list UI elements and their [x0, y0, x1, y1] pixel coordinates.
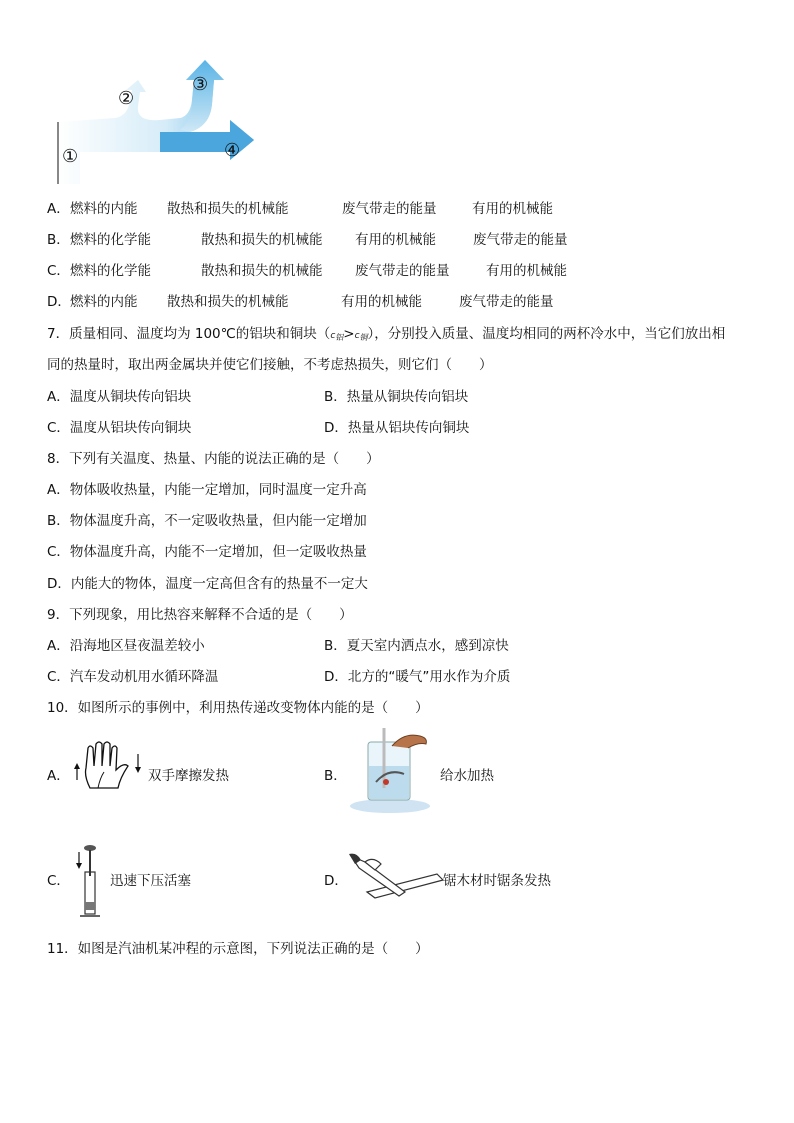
q7-option-c[interactable]: C．温度从铝块传向铜块	[47, 420, 192, 436]
q8-stem: 8．下列有关温度、热量、内能的说法正确的是（ ）	[47, 451, 380, 467]
q6-option-item: 有用的机械能	[341, 294, 422, 310]
q7-stem-line2: 同的热量时，取出两金属块并使它们接触，不考虑热损失，则它们（ ）	[47, 357, 493, 373]
q10-option-a-letter[interactable]: A．	[47, 768, 70, 784]
q9-option-b[interactable]: B．夏天室内洒点水，感到凉快	[324, 638, 509, 654]
q6-option-a[interactable]: A．	[47, 201, 70, 217]
q8-option-a[interactable]: A．物体吸收热量，内能一定增加，同时温度一定升高	[47, 482, 367, 498]
q7-stem-line1: 7．质量相同、温度均为 100℃的铝块和铜块$(c_铝>c_铜)$，分别投入质量、温度均相同的两杯冷水中，当它们放出相	[47, 326, 726, 342]
saw-wood-icon	[345, 852, 445, 900]
energy-label-2: ②	[118, 88, 135, 109]
beaker-heating-icon	[348, 726, 438, 816]
q9-option-a[interactable]: A．沿海地区昼夜温差较小	[47, 638, 205, 654]
q11-stem: 11．如图是汽油机某冲程的示意图，下列说法正确的是（ ）	[47, 941, 429, 957]
q10-option-a-caption: 双手摩擦发热	[148, 768, 229, 784]
q6-option-item: 燃料的化学能	[70, 263, 151, 279]
energy-flow-diagram	[40, 60, 280, 195]
q10-option-b-caption: 给水加热	[440, 768, 494, 784]
energy-label-4: ④	[224, 140, 241, 161]
q6-option-item: 有用的机械能	[472, 201, 553, 217]
sub-al: 铝	[335, 333, 344, 342]
piston-cylinder-icon	[74, 842, 104, 922]
q6-option-d[interactable]: D．	[47, 294, 71, 310]
q6-option-item: 废气带走的能量	[342, 201, 437, 217]
q8-option-c[interactable]: C．物体温度升高，内能不一定增加，但一定吸收热量	[47, 544, 367, 560]
q9-stem: 9．下列现象，用比热容来解释不合适的是（ ）	[47, 607, 353, 623]
q7-option-b[interactable]: B．热量从铜块传向铝块	[324, 389, 469, 405]
energy-label-3: ③	[192, 74, 209, 95]
q7-option-a[interactable]: A．温度从铜块传向铝块	[47, 389, 192, 405]
q10-option-c-caption: 迅速下压活塞	[110, 873, 191, 889]
energy-label-1: ①	[62, 146, 79, 167]
q10-stem: 10．如图所示的事例中，利用热传递改变物体内能的是（ ）	[47, 700, 429, 716]
q10-option-d-caption: 锯木材时锯条发热	[443, 873, 551, 889]
c-symbol: c	[354, 331, 360, 341]
q6-option-b[interactable]: B．	[47, 232, 70, 248]
q9-option-d[interactable]: D．北方的“暖气”用水作为介质	[324, 669, 511, 685]
q8-option-b[interactable]: B．物体温度升高，不一定吸收热量，但内能一定增加	[47, 513, 367, 529]
sub-cu: 铜	[359, 333, 368, 342]
q6-option-item: 散热和损失的机械能	[201, 232, 323, 248]
hands-rubbing-icon	[70, 738, 150, 796]
q10-option-d-letter[interactable]: D．	[324, 873, 348, 889]
c-symbol: c	[330, 331, 336, 341]
q10-option-c-letter[interactable]: C．	[47, 873, 70, 889]
q6-option-item: 废气带走的能量	[473, 232, 568, 248]
q6-option-item: 燃料的内能	[70, 294, 138, 310]
q8-option-d[interactable]: D．内能大的物体，温度一定高但含有的热量不一定大	[47, 576, 368, 592]
q6-option-item: 散热和损失的机械能	[201, 263, 323, 279]
q6-option-item: 有用的机械能	[486, 263, 567, 279]
q6-option-item: 废气带走的能量	[459, 294, 554, 310]
q6-option-item: 废气带走的能量	[355, 263, 450, 279]
q6-option-item: 散热和损失的机械能	[167, 294, 289, 310]
q9-option-c[interactable]: C．汽车发动机用水循环降温	[47, 669, 219, 685]
q6-option-item: 燃料的化学能	[70, 232, 151, 248]
q6-option-c[interactable]: C．	[47, 263, 70, 279]
q10-option-b-letter[interactable]: B．	[324, 768, 347, 784]
q7-option-d[interactable]: D．热量从铝块传向铜块	[324, 420, 470, 436]
q6-option-item: 散热和损失的机械能	[167, 201, 289, 217]
q6-option-item: 燃料的内能	[70, 201, 138, 217]
q6-option-item: 有用的机械能	[355, 232, 436, 248]
